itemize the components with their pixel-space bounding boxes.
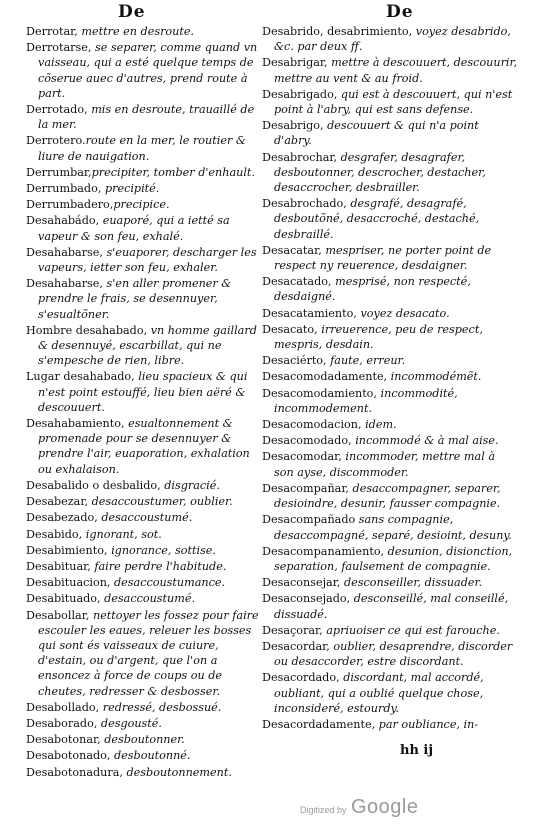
- dictionary-entry: [262, 481, 518, 511]
- entry-headword: Desahabarse,: [26, 277, 103, 291]
- dictionary-entry: [262, 306, 518, 321]
- entry-headword: Derrotado,: [26, 103, 88, 117]
- entry-headword: Desacatar,: [262, 243, 322, 257]
- entry-definition: disgracié.: [160, 478, 220, 492]
- entry-headword: Desabrigo,: [262, 119, 324, 133]
- dictionary-entry: [26, 213, 264, 243]
- entry-definition: desgrafer, desagrafer, desboutonner, descrocher, destacher, desaccrocher, desbrailler.: [274, 150, 486, 195]
- entry-headword: Desabollar,: [26, 608, 90, 622]
- dictionary-entry: [26, 197, 264, 212]
- entry-definition: desconseiller, dissuader.: [340, 576, 483, 590]
- entry-headword: Desabrochado,: [262, 197, 347, 211]
- entry-definition: mettre à descouuert, descouurir, mettre au vent & au froid.: [274, 56, 518, 85]
- entry-headword: Desabituar,: [26, 559, 91, 573]
- entry-definition: route en la mer, le routier & liure de nauigation.: [38, 134, 246, 163]
- entry-headword: Derrumbadero,: [26, 198, 114, 212]
- dictionary-entry: [26, 494, 264, 509]
- entry-headword: Desabituado,: [26, 592, 101, 606]
- right-column: [262, 24, 518, 733]
- dictionary-entry: [26, 416, 264, 477]
- entry-headword: Desacomodacion,: [262, 418, 362, 432]
- dictionary-entry: [262, 243, 518, 273]
- dictionary-entry: [26, 478, 264, 493]
- entry-definition: incommodémẽt.: [387, 370, 482, 384]
- entry-definition: desaccoustumer, oublier.: [88, 495, 233, 509]
- running-head-left: De: [118, 2, 146, 22]
- entry-definition: desboutonné.: [110, 749, 191, 763]
- entry-definition: voyez desacato.: [356, 306, 450, 320]
- dictionary-entry: [262, 274, 518, 304]
- dictionary-entry: [262, 353, 518, 368]
- dictionary-entry: [26, 559, 264, 574]
- entry-definition: descouuert & qui n'a point d'abry.: [274, 119, 479, 148]
- dictionary-entry: [26, 181, 264, 196]
- dictionary-entry: [26, 165, 264, 180]
- entry-definition: apriuoiser ce qui est farouche.: [322, 623, 500, 637]
- google-watermark: [300, 796, 418, 819]
- entry-definition: redressé, desbossué.: [99, 700, 222, 714]
- entry-definition: precipiter, tomber d'enhault.: [91, 165, 255, 179]
- entry-definition: qui est à descouuert, qui n'est point à l'abry, qui est sans defense.: [274, 87, 513, 117]
- entry-definition: se separer, comme quand vn vaisseau, qui a esté quelque temps de cõserue auec d'autres, prend route à part.: [38, 41, 258, 100]
- dictionary-entry: [26, 40, 264, 101]
- entry-definition: desaccoustumance.: [110, 576, 226, 590]
- entry-definition: ignorance, sottise.: [107, 543, 216, 557]
- entry-headword: Desacompanamiento,: [262, 544, 385, 558]
- dictionary-entry: [262, 196, 518, 242]
- entry-headword: Desaciérto,: [262, 354, 327, 368]
- entry-definition: incommodé & à mal aise.: [351, 434, 499, 448]
- dictionary-entry: [26, 245, 264, 275]
- entry-headword: Desabotonadura,: [26, 765, 123, 779]
- dictionary-entry: [26, 575, 264, 590]
- entry-definition: esualtonnement & promenade pour se desennuyer & prendre l'air, euaporation, exhalation ou exhalaison.: [38, 417, 250, 476]
- dictionary-entry: [26, 765, 264, 780]
- dictionary-entry: [262, 24, 518, 54]
- entry-headword: Desacompañar,: [262, 481, 349, 495]
- dictionary-entry: [262, 322, 518, 352]
- entry-headword: Desaborado,: [26, 716, 98, 730]
- entry-definition: incommodité, incommodement.: [274, 386, 458, 415]
- entry-definition: mettre en desroute.: [77, 25, 195, 38]
- dictionary-entry: [26, 700, 264, 715]
- entry-definition: lieu spacieux & qui n'est point estouffé, lieu bien aëré & descouuert.: [38, 370, 248, 414]
- dictionary-entry: [262, 386, 518, 416]
- dictionary-entry: [26, 133, 264, 163]
- entry-headword: Desacomodamiento,: [262, 386, 377, 400]
- dictionary-entry: [26, 369, 264, 415]
- entry-headword: Desacomodadamente,: [262, 370, 388, 384]
- entry-headword: Desacompañado: [262, 513, 356, 527]
- entry-headword: Derrotarse,: [26, 41, 92, 55]
- entry-headword: Desabrochar,: [262, 150, 338, 164]
- entry-headword: Desacordadamente,: [262, 717, 376, 731]
- entry-headword: Desahabarse,: [26, 245, 103, 259]
- dictionary-entry: [262, 670, 518, 716]
- entry-headword: Desaconsejado,: [262, 592, 351, 606]
- dictionary-entry: [26, 24, 264, 39]
- left-column: [26, 24, 264, 781]
- entry-headword: Desabrigar,: [262, 56, 328, 70]
- entry-definition: faire perdre l'habitude.: [90, 559, 227, 573]
- entry-definition: precipité.: [101, 182, 160, 196]
- entry-definition: par oubliance, in-: [375, 717, 479, 731]
- dictionary-entry: [262, 150, 518, 196]
- dictionary-entry: [262, 55, 518, 85]
- dictionary-entry: [262, 717, 518, 732]
- entry-headword: Lugar desahabado,: [26, 370, 135, 384]
- entry-definition: faute, erreur.: [326, 354, 406, 368]
- dictionary-entry: [26, 323, 264, 369]
- entry-headword: Hombre desahabado,: [26, 323, 148, 337]
- entry-definition: precipice.: [113, 198, 170, 212]
- entry-headword: Desacomodado,: [262, 434, 352, 448]
- entry-headword: Desahabádo,: [26, 214, 100, 228]
- entry-definition: irreuerence, peu de respect, mespris, desdain.: [274, 322, 483, 352]
- entry-definition: desboutonner.: [100, 733, 185, 747]
- dictionary-entry: [262, 623, 518, 638]
- dictionary-entry: [262, 118, 518, 148]
- entry-definition: s'en aller promener & prendre le frais, se desennuyer, s'esualtõner.: [38, 277, 232, 321]
- dictionary-entry: [262, 512, 518, 542]
- entry-headword: Desabimiento,: [26, 543, 108, 557]
- entry-definition: desunion, disionction, separation, faulsement de compagnie.: [274, 544, 513, 573]
- entry-headword: Desabalido o desbalido,: [26, 478, 161, 492]
- entry-definition: ignorant, sot.: [82, 527, 162, 541]
- running-head-right: De: [386, 2, 414, 22]
- entry-definition: nettoyer les fossez pour faire escouler les eaues, releuer les bosses qui sont és vaisseaux de cuiure, d'estain, ou d'argent, que l'on a ensoncez à force de coups ou de cheutes, redresser & desbosser.: [38, 608, 259, 698]
- entry-definition: sans compagnie, desaccompagné, separé, desioint, desuny.: [274, 513, 512, 542]
- dictionary-entry: [262, 575, 518, 590]
- dictionary-entry: [262, 544, 518, 574]
- entry-headword: Desabollado,: [26, 700, 100, 714]
- entry-definition: voyez desabrido, &c. par deux ff.: [274, 25, 511, 54]
- dictionary-entry: [26, 748, 264, 763]
- dictionary-entry: [262, 87, 518, 117]
- dictionary-entry: [262, 449, 518, 479]
- dictionary-entry: [26, 591, 264, 606]
- entry-definition: discordant, mal accordé, oubliant, qui a oublié quelque chose, inconsideré, estourdy.: [274, 671, 484, 715]
- watermark-prefix: Digitized by: [300, 805, 347, 815]
- dictionary-entry: [26, 527, 264, 542]
- entry-definition: s'euaporer, descharger les vapeurs, ietter son feu, exhaler.: [38, 245, 257, 275]
- entry-headword: Desacatamiento,: [262, 306, 357, 320]
- entry-headword: Desabezado,: [26, 511, 98, 525]
- entry-headword: Desacordado,: [262, 671, 340, 685]
- watermark-brand: Google: [350, 796, 419, 818]
- entry-headword: Desacomodar,: [262, 450, 342, 464]
- entry-definition: desconseillé, mal conseillé, dissuadé.: [274, 592, 509, 621]
- entry-headword: Desabituacion,: [26, 576, 111, 590]
- entry-headword: Desabrido, desabrimiento,: [262, 25, 413, 38]
- signature-mark: hh ij: [400, 743, 434, 758]
- dictionary-entry: [26, 510, 264, 525]
- entry-headword: Desabezar,: [26, 495, 89, 509]
- entry-definition: desboutonnement.: [122, 765, 232, 779]
- entry-headword: Desacatado,: [262, 275, 332, 289]
- entry-headword: Desaçorar,: [262, 623, 323, 637]
- entry-definition: desaccoustumé.: [100, 592, 196, 606]
- entry-definition: desaccompagner, separer, desioindre, desunir, fausser compagnie.: [274, 481, 501, 511]
- entry-definition: mespriser, ne porter point de respect ny reuerence, desdaigner.: [274, 243, 492, 273]
- dictionary-entry: [26, 608, 264, 699]
- entry-definition: idem.: [361, 418, 397, 432]
- dictionary-entry: [26, 276, 264, 322]
- entry-headword: Desabido,: [26, 527, 83, 541]
- entry-definition: desaccoustumé.: [97, 511, 193, 525]
- entry-headword: Desabrigado,: [262, 87, 338, 101]
- dictionary-entry: [262, 591, 518, 621]
- entry-headword: Derrumbado,: [26, 182, 102, 196]
- entry-headword: Derrumbar,: [26, 165, 92, 179]
- dictionary-entry: [26, 716, 264, 731]
- dictionary-entry: [26, 102, 264, 132]
- entry-definition: desgrafé, desagrafé, desboutõné, desaccroché, destaché, desbraillé.: [274, 197, 480, 241]
- entry-headword: Desaconsejar,: [262, 576, 341, 590]
- dictionary-entry: [26, 732, 264, 747]
- entry-definition: euaporé, qui a ietté sa vapeur & son feu, exhalé.: [38, 214, 230, 243]
- entry-headword: Derrotar,: [26, 25, 78, 38]
- entry-definition: oublier, desaprendre, discorder ou desaccorder, estre discordant.: [274, 639, 513, 669]
- entry-headword: Desabotonado,: [26, 749, 111, 763]
- entry-headword: Derrotero.: [26, 134, 86, 148]
- entry-definition: vn homme gaillard & desennuyé, escarbillat, qui ne s'empesche de rien, libre.: [38, 323, 257, 368]
- entry-headword: Desahabamiento,: [26, 417, 125, 431]
- dictionary-entry: [26, 543, 264, 558]
- dictionary-entry: [262, 639, 518, 669]
- dictionary-entry: [262, 417, 518, 432]
- dictionary-entry: [262, 369, 518, 384]
- entry-definition: mesprisé, non respecté, desdaigné.: [274, 275, 471, 304]
- entry-headword: Desacato,: [262, 322, 318, 336]
- entry-definition: incommoder, mettre mal à son ayse, discommoder.: [274, 450, 495, 479]
- entry-headword: Desabotonar,: [26, 733, 101, 747]
- entry-definition: desgousté.: [97, 716, 162, 730]
- entry-headword: Desacordar,: [262, 639, 330, 653]
- entry-definition: mis en desroute, trauaillé de la mer.: [38, 103, 255, 132]
- dictionary-entry: [262, 433, 518, 448]
